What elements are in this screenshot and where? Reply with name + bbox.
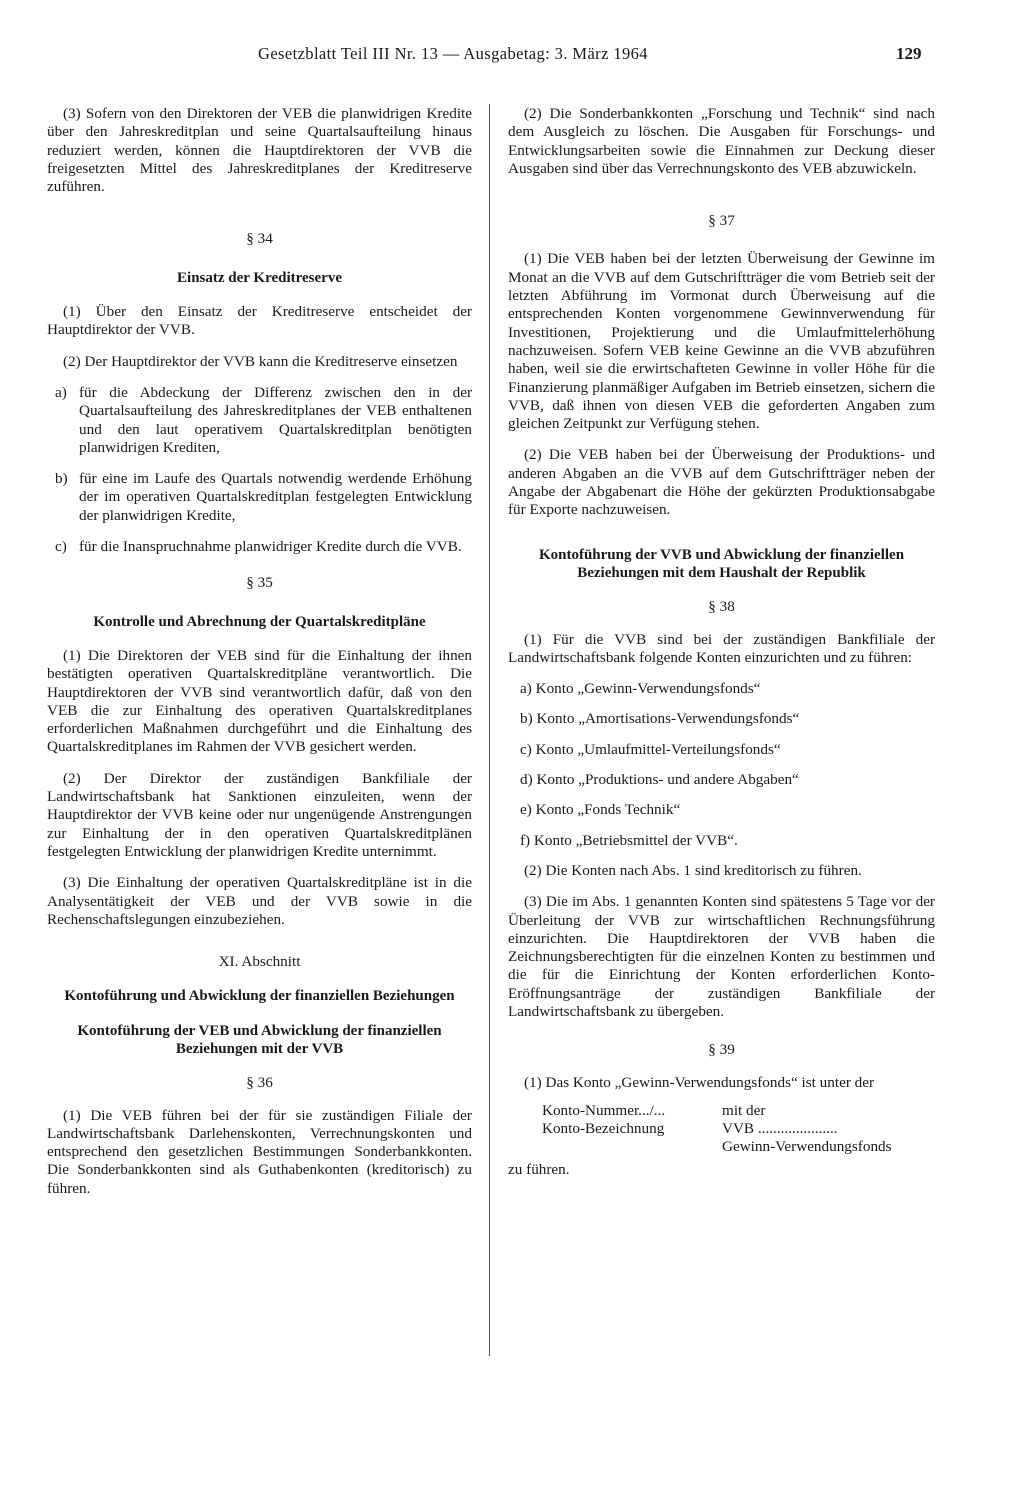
account-item: c) Konto „Umlaufmittel-Verteilungsfonds“ bbox=[520, 740, 781, 758]
section-35-number: § 35 bbox=[246, 574, 273, 592]
left-column bbox=[47, 105, 472, 1198]
section-36-paragraph-2: (2) Die Sonderbankkonten „Forschung und Technik“ sind nach dem Ausgleich zu löschen. Die Ausgaben für Forschungs- und Entwicklungsarbeiten sowie die Einnahmen zur Deckung dieser Ausgaben sind über das Verrechnungskonto des VEB abzuwickeln. bbox=[508, 105, 935, 177]
account-form bbox=[542, 1102, 935, 1157]
list-item bbox=[47, 384, 472, 457]
form-label-account-number: Konto-Nummer.../... bbox=[542, 1101, 666, 1119]
section-xi-label: XI. Abschnitt bbox=[218, 953, 301, 971]
page-number: 129 bbox=[896, 44, 922, 63]
section-xi-subtitle: Kontoführung der VEB und Abwicklung der finanziellen Beziehungen mit der VVB bbox=[77, 1022, 442, 1057]
section-36-paragraph-1: (1) Die VEB führen bei der für sie zuständigen Filiale der Landwirtschaftsbank Darlehenskonten, Verrechnungskonten und entsprechend den gesetzlichen Bestimmungen Sonderbankkonten. Die Sonderbankkonten sind als Guthabenkonten (kreditorisch) zu führen. bbox=[47, 1106, 472, 1197]
section-37-paragraph-2: (2) Die VEB haben bei der Überweisung der Produktions- und anderen Abgaben an die VVB auf dem Gutschriftträger neben der Angabe der Abgabenart die Höhe der gekürzten Produktionsabgabe für Exporte nachzuweisen. bbox=[508, 446, 935, 519]
section-34-number: § 34 bbox=[246, 230, 273, 248]
section-37-paragraph-1: (1) Die VEB haben bei der letzten Überweisung der Gewinne im Monat an die VVB auf dem Gutschriftträger die vom Betrieb seit der letzten Abführung im Vormonat durch Überweisung auf die entsprechenden Konten vorgenommene Gewinnverwendung für Investitionen, Projektierung und die Umlaufmittelerhöhung nachzuweisen. Sofern VEB keine Gewinne an die VVB abzuführen haben, weil sie die erwirtschafteten Gewinne in voller Höhe für die Finanzierung planmäßiger Aufgaben im Betrieb einsetzen, sichern die VVB, daß ihnen von diesen VEB die geforderten Angaben zum gleichen Zeitpunkt zur Verfügung stehen. bbox=[508, 250, 935, 433]
section-35-title: Kontrolle und Abrechnung der Quartalskreditpläne bbox=[93, 613, 426, 630]
section-35-paragraph-2: (2) Der Direktor der zuständigen Bankfiliale der Landwirtschaftsbank hat Sanktionen einzuleiten, wenn der Hauptdirektor der VVB keine oder nur ungenügende Anstrengungen zur Einhaltung der in den operativen Quartalskreditplänen festgelegten Entwicklung der planwidrigen Kredite unternimmt. bbox=[47, 769, 472, 860]
section-38-paragraph-3: (3) Die im Abs. 1 genannten Konten sind spätestens 5 Tage vor der Überleitung der VVB zur wirtschaftlichen Rechnungsführung einzurichten. Die Hauptdirektoren der VVB haben die Zeichnungsberechtigten für die einzelnen Konten zu bestimmen und die für die Einrichtung der Konten erforderlichen Konto-Eröffnungsanträge der zuständigen Bankfiliale der Landwirtschaftsbank zu übergeben. bbox=[508, 893, 935, 1020]
right-column bbox=[508, 105, 935, 1179]
list-item bbox=[47, 538, 472, 556]
section-34-title: Einsatz der Kreditreserve bbox=[177, 269, 342, 286]
account-item: f) Konto „Betriebsmittel der VVB“. bbox=[520, 831, 738, 849]
list-item-text: für die Inanspruchnahme planwidriger Kredite durch die VVB. bbox=[79, 538, 462, 556]
gazette-title: Gesetzblatt Teil III Nr. 13 — Ausgabetag: 3. März 1964 bbox=[258, 44, 648, 63]
list-item-text: für eine im Laufe des Quartals notwendig werdende Erhöhung der im operativen Quartalskreditplan festgelegten Entwicklung der planwidrigen Kredite, bbox=[79, 470, 472, 524]
section-39-ending: zu führen. bbox=[508, 1160, 570, 1178]
list-item-text: für die Abdeckung der Differenz zwischen den in der Quartalsaufteilung des Jahreskreditplanes der VEB enthaltenen und den laut operativem Quartalskreditplan benötigten planwidrigen Krediten, bbox=[79, 383, 472, 456]
column-divider bbox=[489, 104, 490, 1356]
section-38-paragraph-2: (2) Die Konten nach Abs. 1 sind kreditorisch zu führen. bbox=[524, 861, 862, 879]
list-item-label: c) bbox=[55, 538, 67, 556]
paragraph-intro: (3) Sofern von den Direktoren der VEB die planwidrigen Kredite über den Jahreskreditplan und seine Quartalsaufteilung hinaus reduziert werden, können die Hauptdirektoren der VVB die freigesetzten Mittel des Jahreskreditplanes der Kreditreserve zuführen. bbox=[47, 105, 472, 196]
section-35-paragraph-3: (3) Die Einhaltung der operativen Quartalskreditpläne ist in die Analysentätigkeit der VEB und der VVB sowie in die Rechenschaftslegungen einzubeziehen. bbox=[47, 874, 472, 928]
account-item: a) Konto „Gewinn-Verwendungsfonds“ bbox=[520, 680, 761, 698]
form-value-fund: Gewinn-Verwendungsfonds bbox=[722, 1138, 892, 1156]
section-36-number: § 36 bbox=[246, 1074, 273, 1092]
list-item-label: b) bbox=[55, 470, 68, 488]
section-34-paragraph-2: (2) Der Hauptdirektor der VVB kann die Kreditreserve einsetzen bbox=[63, 352, 458, 370]
account-item: b) Konto „Amortisations-Verwendungsfonds“ bbox=[520, 710, 800, 728]
section-35-paragraph-1: (1) Die Direktoren der VEB sind für die Einhaltung der ihnen bestätigten operativen Quartalskreditpläne verantwortlich. Die Hauptdirektoren der VVB sind verantwortlich dafür, daß von den VEB die zur Einhaltung des operativen Quartalskreditplanes erforderlichen Maßnahmen durchgeführt und die Einhaltung des Quartalskreditplanes im Rahmen der VVB gesichert werden. bbox=[47, 646, 472, 756]
section-39-paragraph-1: (1) Das Konto „Gewinn-Verwendungsfonds“ ist unter der bbox=[524, 1073, 875, 1091]
list-item-label: a) bbox=[55, 383, 67, 401]
account-item: e) Konto „Fonds Technik“ bbox=[520, 801, 681, 819]
section-34-paragraph-1: (1) Über den Einsatz der Kreditreserve entscheidet der Hauptdirektor der VVB. bbox=[47, 303, 472, 339]
form-label-account-name: Konto-Bezeichnung bbox=[542, 1120, 665, 1138]
heading-haushalt: Kontoführung der VVB und Abwicklung der finanziellen Beziehungen mit dem Haushalt der Republik bbox=[538, 546, 905, 581]
list-item bbox=[47, 470, 472, 525]
section-37-number: § 37 bbox=[708, 212, 735, 230]
section-39-number: § 39 bbox=[708, 1041, 735, 1059]
form-value-with: mit der bbox=[722, 1101, 766, 1119]
section-38-paragraph-1: (1) Für die VVB sind bei der zuständigen Bankfiliale der Landwirtschaftsbank folgende Konten einzurichten und zu führen: bbox=[508, 630, 935, 666]
section-xi-title: Kontoführung und Abwicklung der finanziellen Beziehungen bbox=[64, 988, 455, 1005]
page-header bbox=[0, 44, 1024, 70]
account-item: d) Konto „Produktions- und andere Abgaben“ bbox=[520, 771, 799, 789]
section-38-number: § 38 bbox=[708, 598, 735, 616]
form-value-vvb: VVB ..................... bbox=[722, 1120, 838, 1138]
